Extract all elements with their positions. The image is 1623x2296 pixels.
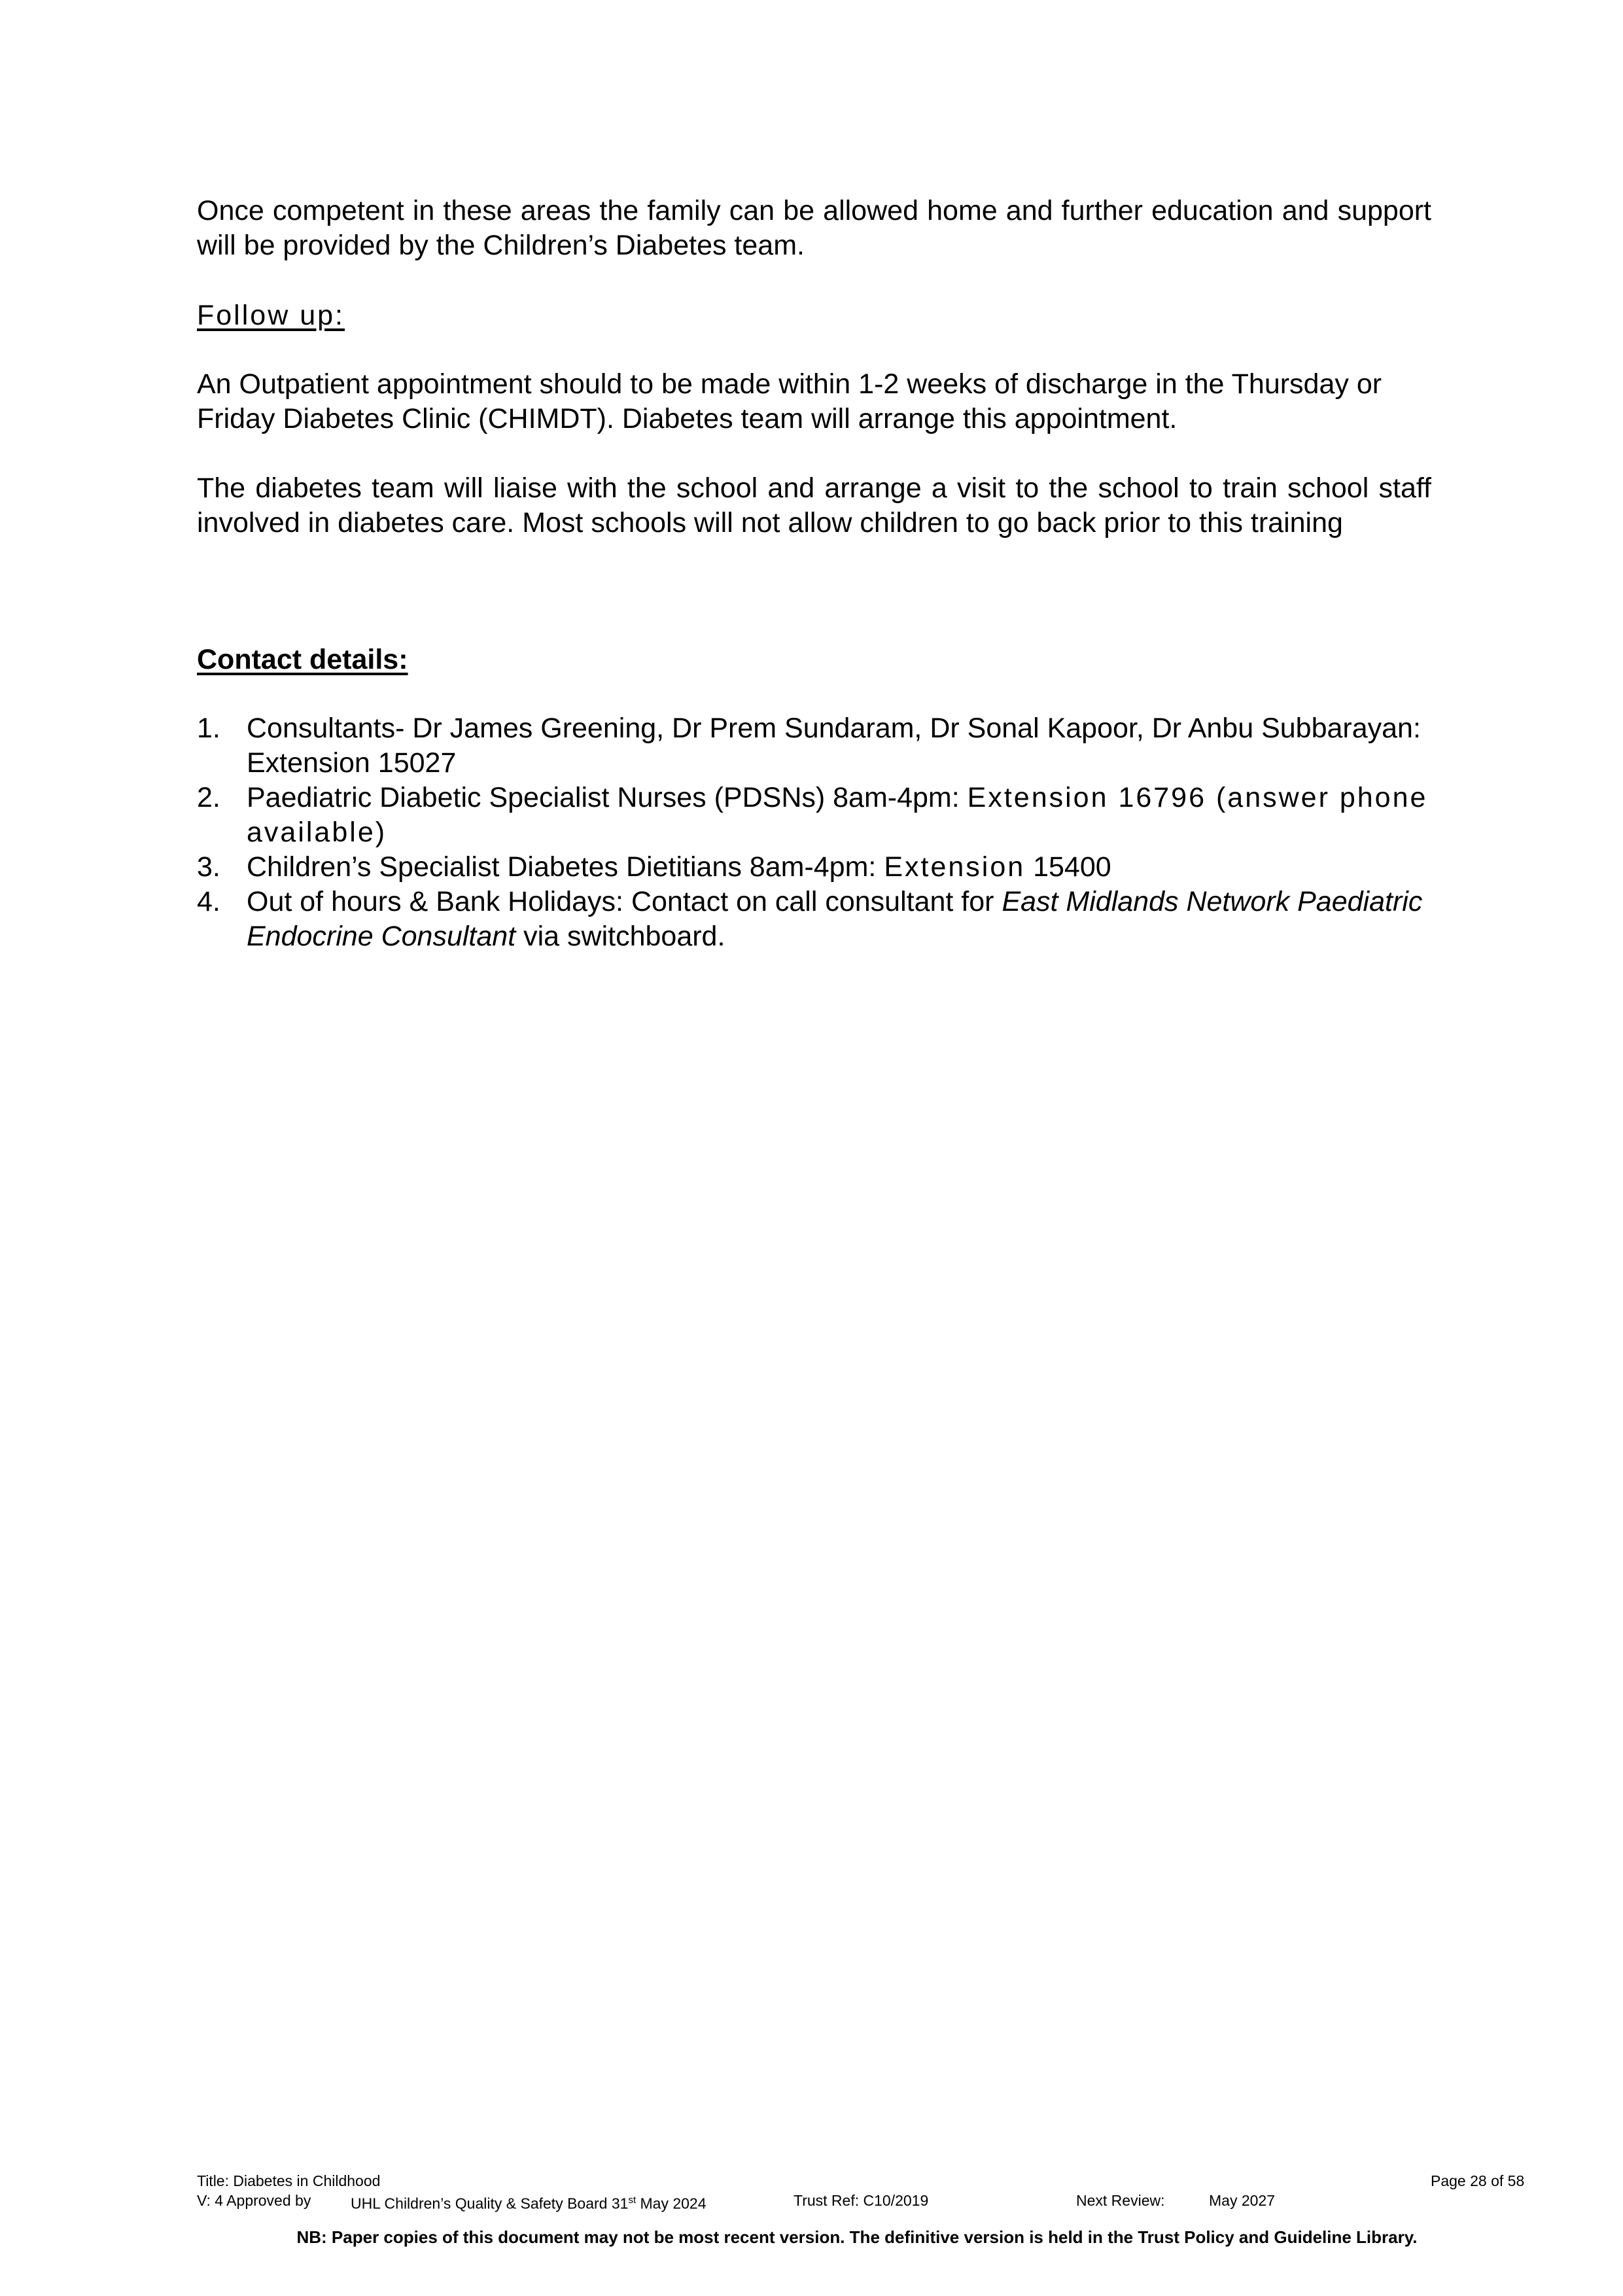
footer-approved-sup: st (628, 2195, 637, 2206)
list-number: 1. (197, 713, 220, 744)
list-number: 2. (197, 782, 220, 813)
list-number: 4. (197, 886, 220, 917)
list-number: 3. (197, 851, 220, 883)
follow-up-heading: Follow up: (197, 300, 345, 331)
contact-pdsns-extension: Extension 16796 (answer phone available) (247, 782, 1428, 848)
contact-consultants: Consultants- Dr James Greening, Dr Prem Sundaram, Dr Sonal Kapoor, Dr Anbu Subbarayan: Extension 15027 (247, 713, 1421, 779)
contact-dietitians: Children’s Specialist Diabetes Dietitians 8am-4pm: (247, 851, 884, 883)
footer-approved-by: UHL Children’s Quality & Safety Board 31st May 2024 (351, 2195, 707, 2212)
footer-nb-notice: NB: Paper copies of this document may not be most recent version. The definitive version is held in the Trust Policy and Guideline Library. (296, 2227, 1418, 2247)
contact-heading: Contact details: (197, 644, 408, 675)
follow-up-paragraph-1: An Outpatient appointment should to be made within 1-2 weeks of discharge in the Thursday or Friday Diabetes Clinic (CHIMDT). Diabetes team will arrange this appointment. (197, 368, 1382, 434)
contact-list (197, 711, 1431, 954)
contact-out-of-hours-network: East Midlands Network Paediatric Endocrine Consultant (247, 886, 1423, 952)
contact-pdsns: Paediatric Diabetic Specialist Nurses (PDSNs) 8am-4pm: (247, 782, 968, 813)
list-item (197, 711, 1431, 781)
contact-dietitians-extension-number: 15400 (1025, 851, 1111, 883)
list-item (197, 850, 1431, 885)
footer-page-number: Page 28 of 58 (1431, 2172, 1525, 2189)
document-footer (197, 2171, 1525, 2212)
contact-out-of-hours: Out of hours & Bank Holidays: Contact on call consultant for (247, 886, 1002, 917)
footer-title: Title: Diabetes in Childhood (197, 2172, 381, 2189)
contact-out-of-hours-tail: via switchboard. (515, 921, 725, 952)
follow-up-paragraph-2: The diabetes team will liaise with the school and arrange a visit to the school to train school staff involved in diabetes care. Most schools will not allow children to go back prior to this training (197, 472, 1431, 539)
footer-trust-ref: Trust Ref: C10/2019 (794, 2192, 929, 2209)
list-item (197, 781, 1431, 850)
footer-next-review-label: Next Review: (1076, 2192, 1165, 2209)
footer-version: V: 4 Approved by (197, 2192, 311, 2209)
contact-dietitians-extension-label: Extension (884, 851, 1026, 883)
intro-paragraph: Once competent in these areas the family can be allowed home and further education and support will be provided by the Children’s Diabetes team. (197, 195, 1431, 261)
list-item (197, 885, 1431, 954)
footer-next-review-date: May 2027 (1209, 2192, 1276, 2209)
